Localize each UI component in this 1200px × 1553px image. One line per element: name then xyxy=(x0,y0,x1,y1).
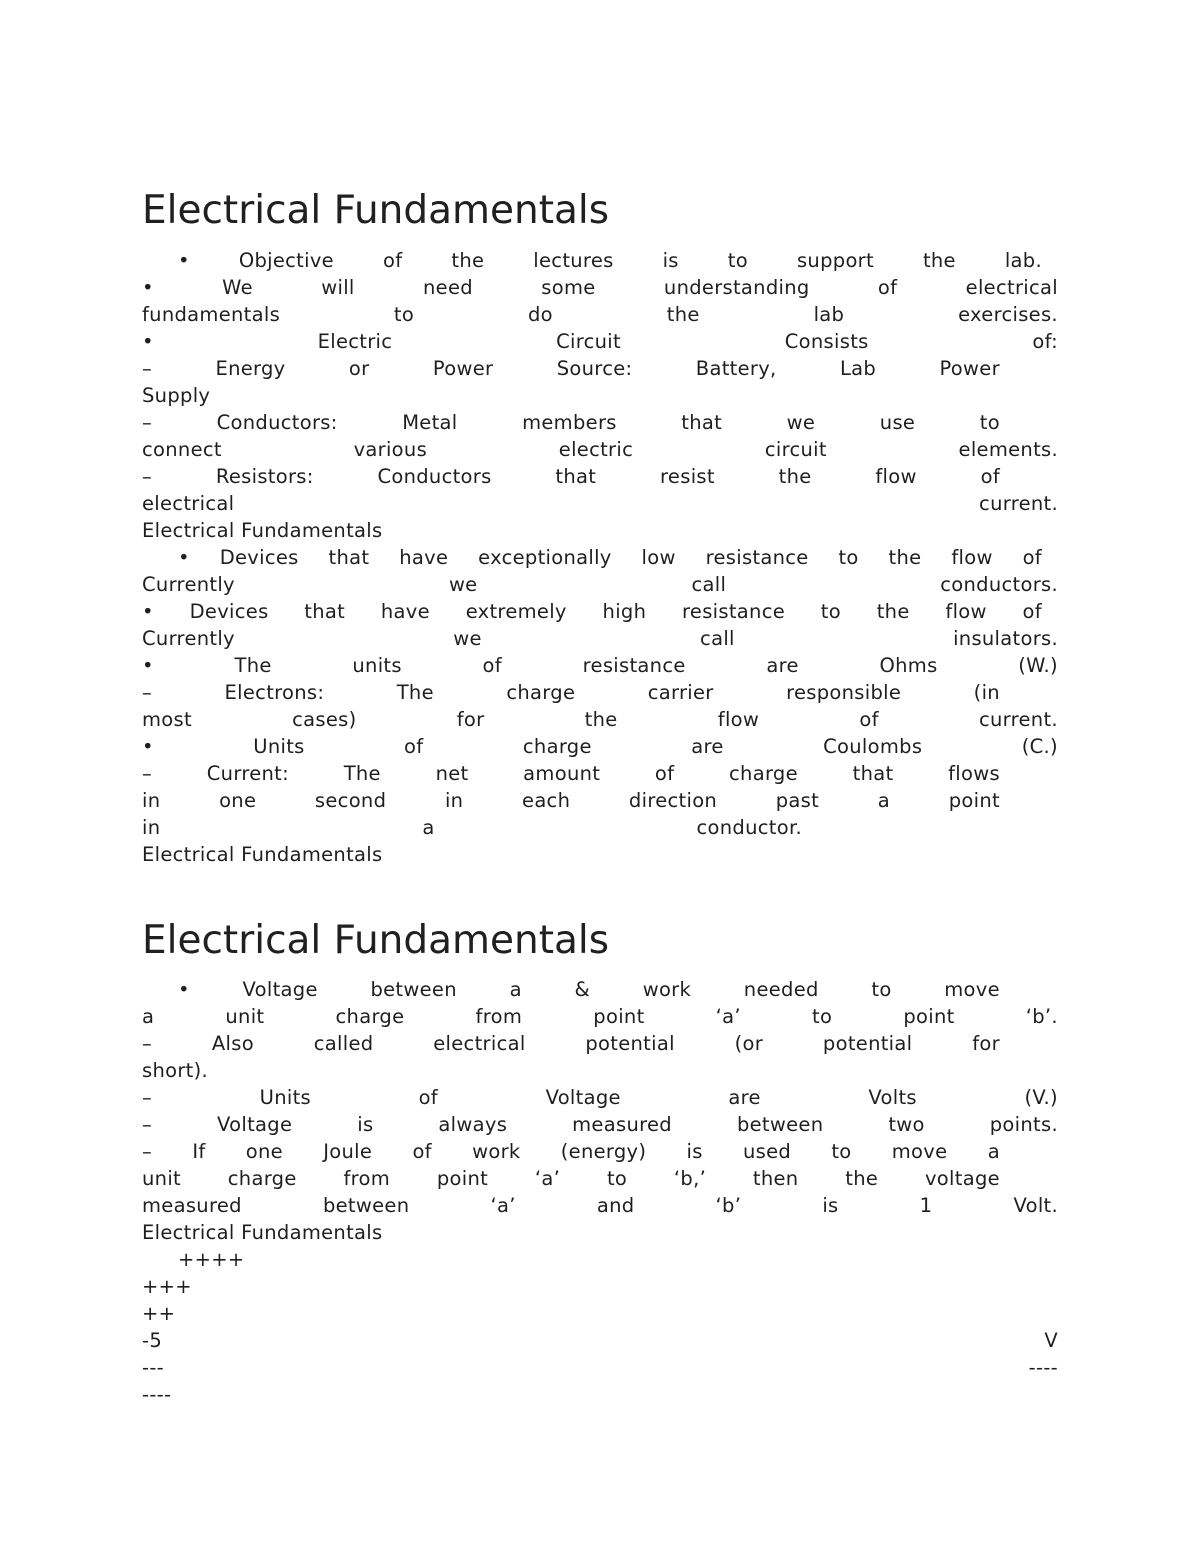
line-word: to xyxy=(838,546,859,569)
line-word: The xyxy=(396,681,434,704)
line-word: Units xyxy=(259,1086,311,1109)
line-word: call xyxy=(700,627,735,650)
line-word: – xyxy=(142,1140,153,1163)
paragraph-line xyxy=(142,1003,1058,1030)
line-word: elements. xyxy=(958,438,1058,461)
line-word: flow xyxy=(717,708,760,731)
line-word: to xyxy=(812,1005,833,1028)
line-word: -5 xyxy=(142,1329,163,1352)
paragraph-line xyxy=(142,274,1058,301)
line-word: most xyxy=(142,708,192,731)
line-word: ---- xyxy=(1028,1356,1058,1379)
line-word: flow xyxy=(951,546,993,569)
line-word: Currently xyxy=(142,573,235,596)
line-word: one xyxy=(219,789,257,812)
line-word: lectures xyxy=(533,249,614,272)
line-word: cases) xyxy=(292,708,357,731)
line-word: 1 xyxy=(919,1194,933,1217)
paragraph-line xyxy=(142,706,1058,733)
line-word: Devices xyxy=(189,600,269,623)
line-word: resistance xyxy=(705,546,809,569)
line-word: Current: xyxy=(206,762,289,785)
paragraph-line xyxy=(142,571,1058,598)
line-word: Objective xyxy=(238,249,334,272)
line-word: extremely xyxy=(465,600,567,623)
line-word: Energy xyxy=(215,357,286,380)
line-word: then xyxy=(752,1167,799,1190)
line-word: between xyxy=(736,1113,824,1136)
line-word: carrier xyxy=(647,681,714,704)
line-word: point xyxy=(436,1167,489,1190)
paragraph-line xyxy=(142,463,1058,490)
line-word: each xyxy=(522,789,571,812)
line-word: of: xyxy=(1032,330,1058,353)
paragraph-line: Electrical Fundamentals xyxy=(142,843,383,866)
line-word: work xyxy=(472,1140,521,1163)
line-word: Voltage xyxy=(217,1113,293,1136)
paragraph-line xyxy=(142,1084,1058,1111)
paragraph-line: ++ xyxy=(142,1302,176,1325)
line-word: point xyxy=(903,1005,955,1028)
line-word: is xyxy=(357,1113,374,1136)
line-word: we xyxy=(448,573,478,596)
line-word: from xyxy=(343,1167,391,1190)
line-word: charge xyxy=(729,762,798,785)
line-word: Metal xyxy=(402,411,458,434)
line-word: The xyxy=(343,762,381,785)
line-word: potential xyxy=(585,1032,675,1055)
line-word: used xyxy=(742,1140,792,1163)
line-word: that xyxy=(304,600,346,623)
line-word: of xyxy=(1022,600,1042,623)
line-word: is xyxy=(662,249,679,272)
line-word: Voltage xyxy=(242,978,318,1001)
line-word: Voltage xyxy=(545,1086,621,1109)
line-word: is xyxy=(686,1140,703,1163)
line-word: – xyxy=(142,411,153,434)
line-word: needed xyxy=(743,978,819,1001)
line-word: potential xyxy=(822,1032,913,1055)
paragraph-line xyxy=(142,760,1058,787)
line-word: move xyxy=(944,978,1000,1001)
line-word: of xyxy=(877,276,898,299)
paragraph-line xyxy=(142,787,1058,814)
line-word: to xyxy=(979,411,1000,434)
line-word: of xyxy=(412,1140,432,1163)
paragraph-line: Electrical Fundamentals xyxy=(142,519,383,542)
line-word: to xyxy=(606,1167,628,1190)
line-word: ‘a’ xyxy=(534,1167,561,1190)
line-word: do xyxy=(527,303,553,326)
paragraph-line xyxy=(142,625,1058,652)
line-word: of xyxy=(482,654,502,677)
line-word: a xyxy=(422,816,435,839)
line-word: flow xyxy=(875,465,917,488)
line-word: Conductors: xyxy=(216,411,338,434)
line-word: Units xyxy=(253,735,305,758)
line-word: Conductors xyxy=(377,465,492,488)
line-word: ‘b’ xyxy=(715,1194,742,1217)
line-word: understanding xyxy=(663,276,810,299)
line-word: are xyxy=(766,654,799,677)
line-word: point xyxy=(593,1005,645,1028)
line-word: connect xyxy=(142,438,222,461)
line-word: Joule xyxy=(323,1140,373,1163)
line-word: of xyxy=(404,735,424,758)
line-word: conductors. xyxy=(940,573,1058,596)
line-word: some xyxy=(541,276,596,299)
line-word: that xyxy=(328,546,370,569)
line-word: from xyxy=(475,1005,523,1028)
paragraph-line: ---- xyxy=(142,1383,172,1406)
paragraph-line xyxy=(142,814,1058,841)
paragraph-line: Supply xyxy=(142,384,211,407)
line-word: Also xyxy=(211,1032,254,1055)
line-word: – xyxy=(142,465,153,488)
line-word: Circuit xyxy=(556,330,621,353)
line-word: (C.) xyxy=(1021,735,1058,758)
line-word: unit xyxy=(142,1167,181,1190)
line-word: Volt. xyxy=(1013,1194,1058,1217)
line-word: to xyxy=(820,600,841,623)
line-word: – xyxy=(142,1086,153,1109)
line-word: of xyxy=(418,1086,438,1109)
line-word: V xyxy=(1044,1329,1058,1352)
line-word: the xyxy=(666,303,700,326)
line-word: Power xyxy=(939,357,1000,380)
paragraph-line: short). xyxy=(142,1059,209,1082)
line-word: point xyxy=(948,789,1000,812)
line-word: --- xyxy=(142,1356,165,1379)
line-word: electrical xyxy=(142,492,235,515)
line-word: of xyxy=(980,465,1000,488)
line-word: the xyxy=(876,600,910,623)
line-word: lab. xyxy=(1004,249,1042,272)
line-word: measured xyxy=(572,1113,672,1136)
line-word: Source: xyxy=(556,357,633,380)
line-word: – xyxy=(142,1032,153,1055)
line-word: a xyxy=(877,789,891,812)
line-word: that xyxy=(555,465,597,488)
line-word: conductor. xyxy=(696,816,802,839)
paragraph-line xyxy=(142,1354,1058,1381)
line-word: work xyxy=(642,978,692,1001)
line-word: unit xyxy=(225,1005,265,1028)
line-word: we xyxy=(786,411,816,434)
line-word: flows xyxy=(948,762,1000,785)
paragraph-line xyxy=(142,355,1058,382)
line-word: (in xyxy=(973,681,1000,704)
line-word: charge xyxy=(227,1167,297,1190)
line-word: exceptionally xyxy=(478,546,612,569)
line-word: current. xyxy=(979,492,1058,515)
line-word: ‘b’. xyxy=(1025,1005,1058,1028)
line-word: ‘a’ xyxy=(490,1194,516,1217)
line-word: called xyxy=(313,1032,374,1055)
line-word: units xyxy=(352,654,402,677)
section-2-heading: Electrical Fundamentals xyxy=(142,918,610,963)
line-word: Devices xyxy=(219,546,299,569)
paragraph-line: Electrical Fundamentals xyxy=(142,1221,383,1244)
line-word: We xyxy=(222,276,253,299)
line-word: various xyxy=(353,438,428,461)
line-word: low xyxy=(641,546,676,569)
line-word: that xyxy=(681,411,723,434)
line-word: the xyxy=(584,708,618,731)
line-word: of xyxy=(654,762,675,785)
line-word: (or xyxy=(734,1032,764,1055)
line-word: • xyxy=(142,330,154,353)
line-word: high xyxy=(602,600,647,623)
line-word: to xyxy=(871,978,892,1001)
line-word: past xyxy=(775,789,820,812)
section-1-body xyxy=(142,247,1058,868)
line-word: move xyxy=(891,1140,948,1163)
line-word: always xyxy=(438,1113,508,1136)
line-word: a xyxy=(987,1140,1000,1163)
line-word: • xyxy=(178,249,190,272)
line-word: will xyxy=(321,276,355,299)
line-word: the xyxy=(451,249,485,272)
line-word: ‘b,’ xyxy=(673,1167,707,1190)
line-word: for xyxy=(456,708,485,731)
line-word: Coulombs xyxy=(823,735,923,758)
line-word: insulators. xyxy=(953,627,1058,650)
line-word: Electrons: xyxy=(224,681,325,704)
paragraph-line xyxy=(142,733,1058,760)
paragraph-line xyxy=(142,409,1058,436)
line-word: – xyxy=(142,357,153,380)
line-word: Electric xyxy=(317,330,393,353)
line-word: resistance xyxy=(582,654,686,677)
paragraph-line xyxy=(142,301,1058,328)
line-word: call xyxy=(691,573,727,596)
paragraph-line xyxy=(142,1138,1058,1165)
line-word: Battery, xyxy=(695,357,777,380)
line-word: fundamentals xyxy=(142,303,281,326)
line-word: Resistors: xyxy=(215,465,314,488)
line-word: charge xyxy=(335,1005,405,1028)
line-word: of xyxy=(859,708,879,731)
paragraph-line xyxy=(142,490,1058,517)
line-word: • xyxy=(142,276,154,299)
paragraph-line xyxy=(142,679,1058,706)
line-word: in xyxy=(142,789,161,812)
line-word: we xyxy=(453,627,482,650)
line-word: Volts xyxy=(868,1086,917,1109)
line-word: the xyxy=(845,1167,879,1190)
section-2-body xyxy=(142,976,1058,1408)
line-word: is xyxy=(822,1194,839,1217)
line-word: – xyxy=(142,762,153,785)
line-word: current. xyxy=(978,708,1058,731)
line-word: measured xyxy=(142,1194,242,1217)
line-word: to xyxy=(831,1140,852,1163)
line-word: flow xyxy=(945,600,987,623)
line-word: – xyxy=(142,681,153,704)
paragraph-line xyxy=(142,1111,1058,1138)
line-word: ‘a’ xyxy=(715,1005,741,1028)
line-word: second xyxy=(314,789,387,812)
line-word: have xyxy=(380,600,430,623)
line-word: have xyxy=(399,546,449,569)
line-word: voltage xyxy=(924,1167,1000,1190)
line-word: a xyxy=(142,1005,155,1028)
paragraph-line xyxy=(142,652,1058,679)
line-word: electric xyxy=(558,438,634,461)
line-word: the xyxy=(922,249,956,272)
line-word: Currently xyxy=(142,627,235,650)
line-word: to xyxy=(727,249,748,272)
line-word: If xyxy=(192,1140,206,1163)
line-word: that xyxy=(852,762,894,785)
line-word: one xyxy=(245,1140,283,1163)
line-word: charge xyxy=(506,681,576,704)
paragraph-line xyxy=(142,1030,1058,1057)
line-word: direction xyxy=(628,789,718,812)
line-word: • xyxy=(142,600,154,623)
line-word: are xyxy=(691,735,724,758)
paragraph-line xyxy=(142,1327,1058,1354)
line-word: electrical xyxy=(433,1032,526,1055)
line-word: (V.) xyxy=(1024,1086,1058,1109)
paragraph-line xyxy=(142,328,1058,355)
line-word: Consists xyxy=(784,330,869,353)
line-word: for xyxy=(972,1032,1000,1055)
line-word: electrical xyxy=(965,276,1058,299)
line-word: net xyxy=(435,762,469,785)
line-word: or xyxy=(348,357,370,380)
line-word: the xyxy=(778,465,812,488)
line-word: support xyxy=(796,249,874,272)
paragraph-line: +++ xyxy=(142,1275,192,1298)
line-word: the xyxy=(888,546,922,569)
line-word: circuit xyxy=(764,438,827,461)
line-word: responsible xyxy=(786,681,902,704)
line-word: • xyxy=(142,735,154,758)
line-word: • xyxy=(178,546,190,569)
line-word: are xyxy=(728,1086,761,1109)
section-1-heading: Electrical Fundamentals xyxy=(142,188,610,233)
line-word: to xyxy=(393,303,415,326)
line-word: (energy) xyxy=(560,1140,647,1163)
paragraph-line xyxy=(142,247,1058,274)
paragraph-line: ++++ xyxy=(178,1248,245,1271)
line-word: • xyxy=(142,654,154,677)
line-word: – xyxy=(142,1113,153,1136)
line-word: between xyxy=(370,978,457,1001)
line-word: members xyxy=(522,411,617,434)
line-word: & xyxy=(574,978,591,1001)
line-word: Lab xyxy=(839,357,877,380)
line-word: in xyxy=(444,789,464,812)
line-word: charge xyxy=(522,735,592,758)
line-word: need xyxy=(423,276,473,299)
line-word: Power xyxy=(432,357,494,380)
line-word: resist xyxy=(660,465,715,488)
paragraph-line xyxy=(142,436,1058,463)
paragraph-line xyxy=(142,976,1058,1003)
line-word: Ohms xyxy=(879,654,938,677)
line-word: amount xyxy=(523,762,601,785)
line-word: of xyxy=(382,249,403,272)
line-word: in xyxy=(142,816,161,839)
line-word: two xyxy=(888,1113,925,1136)
line-word: exercises. xyxy=(958,303,1058,326)
paragraph-line xyxy=(142,1192,1058,1219)
line-word: lab xyxy=(813,303,845,326)
line-word: use xyxy=(879,411,916,434)
line-word: and xyxy=(596,1194,635,1217)
line-word: a xyxy=(509,978,522,1001)
paragraph-line xyxy=(142,1165,1058,1192)
line-word: of xyxy=(1022,546,1042,569)
line-word: between xyxy=(322,1194,410,1217)
paragraph-line xyxy=(142,598,1058,625)
line-word: The xyxy=(234,654,272,677)
line-word: resistance xyxy=(682,600,786,623)
paragraph-line xyxy=(142,544,1058,571)
line-word: points. xyxy=(989,1113,1058,1136)
line-word: • xyxy=(178,978,190,1001)
line-word: (W.) xyxy=(1018,654,1058,677)
